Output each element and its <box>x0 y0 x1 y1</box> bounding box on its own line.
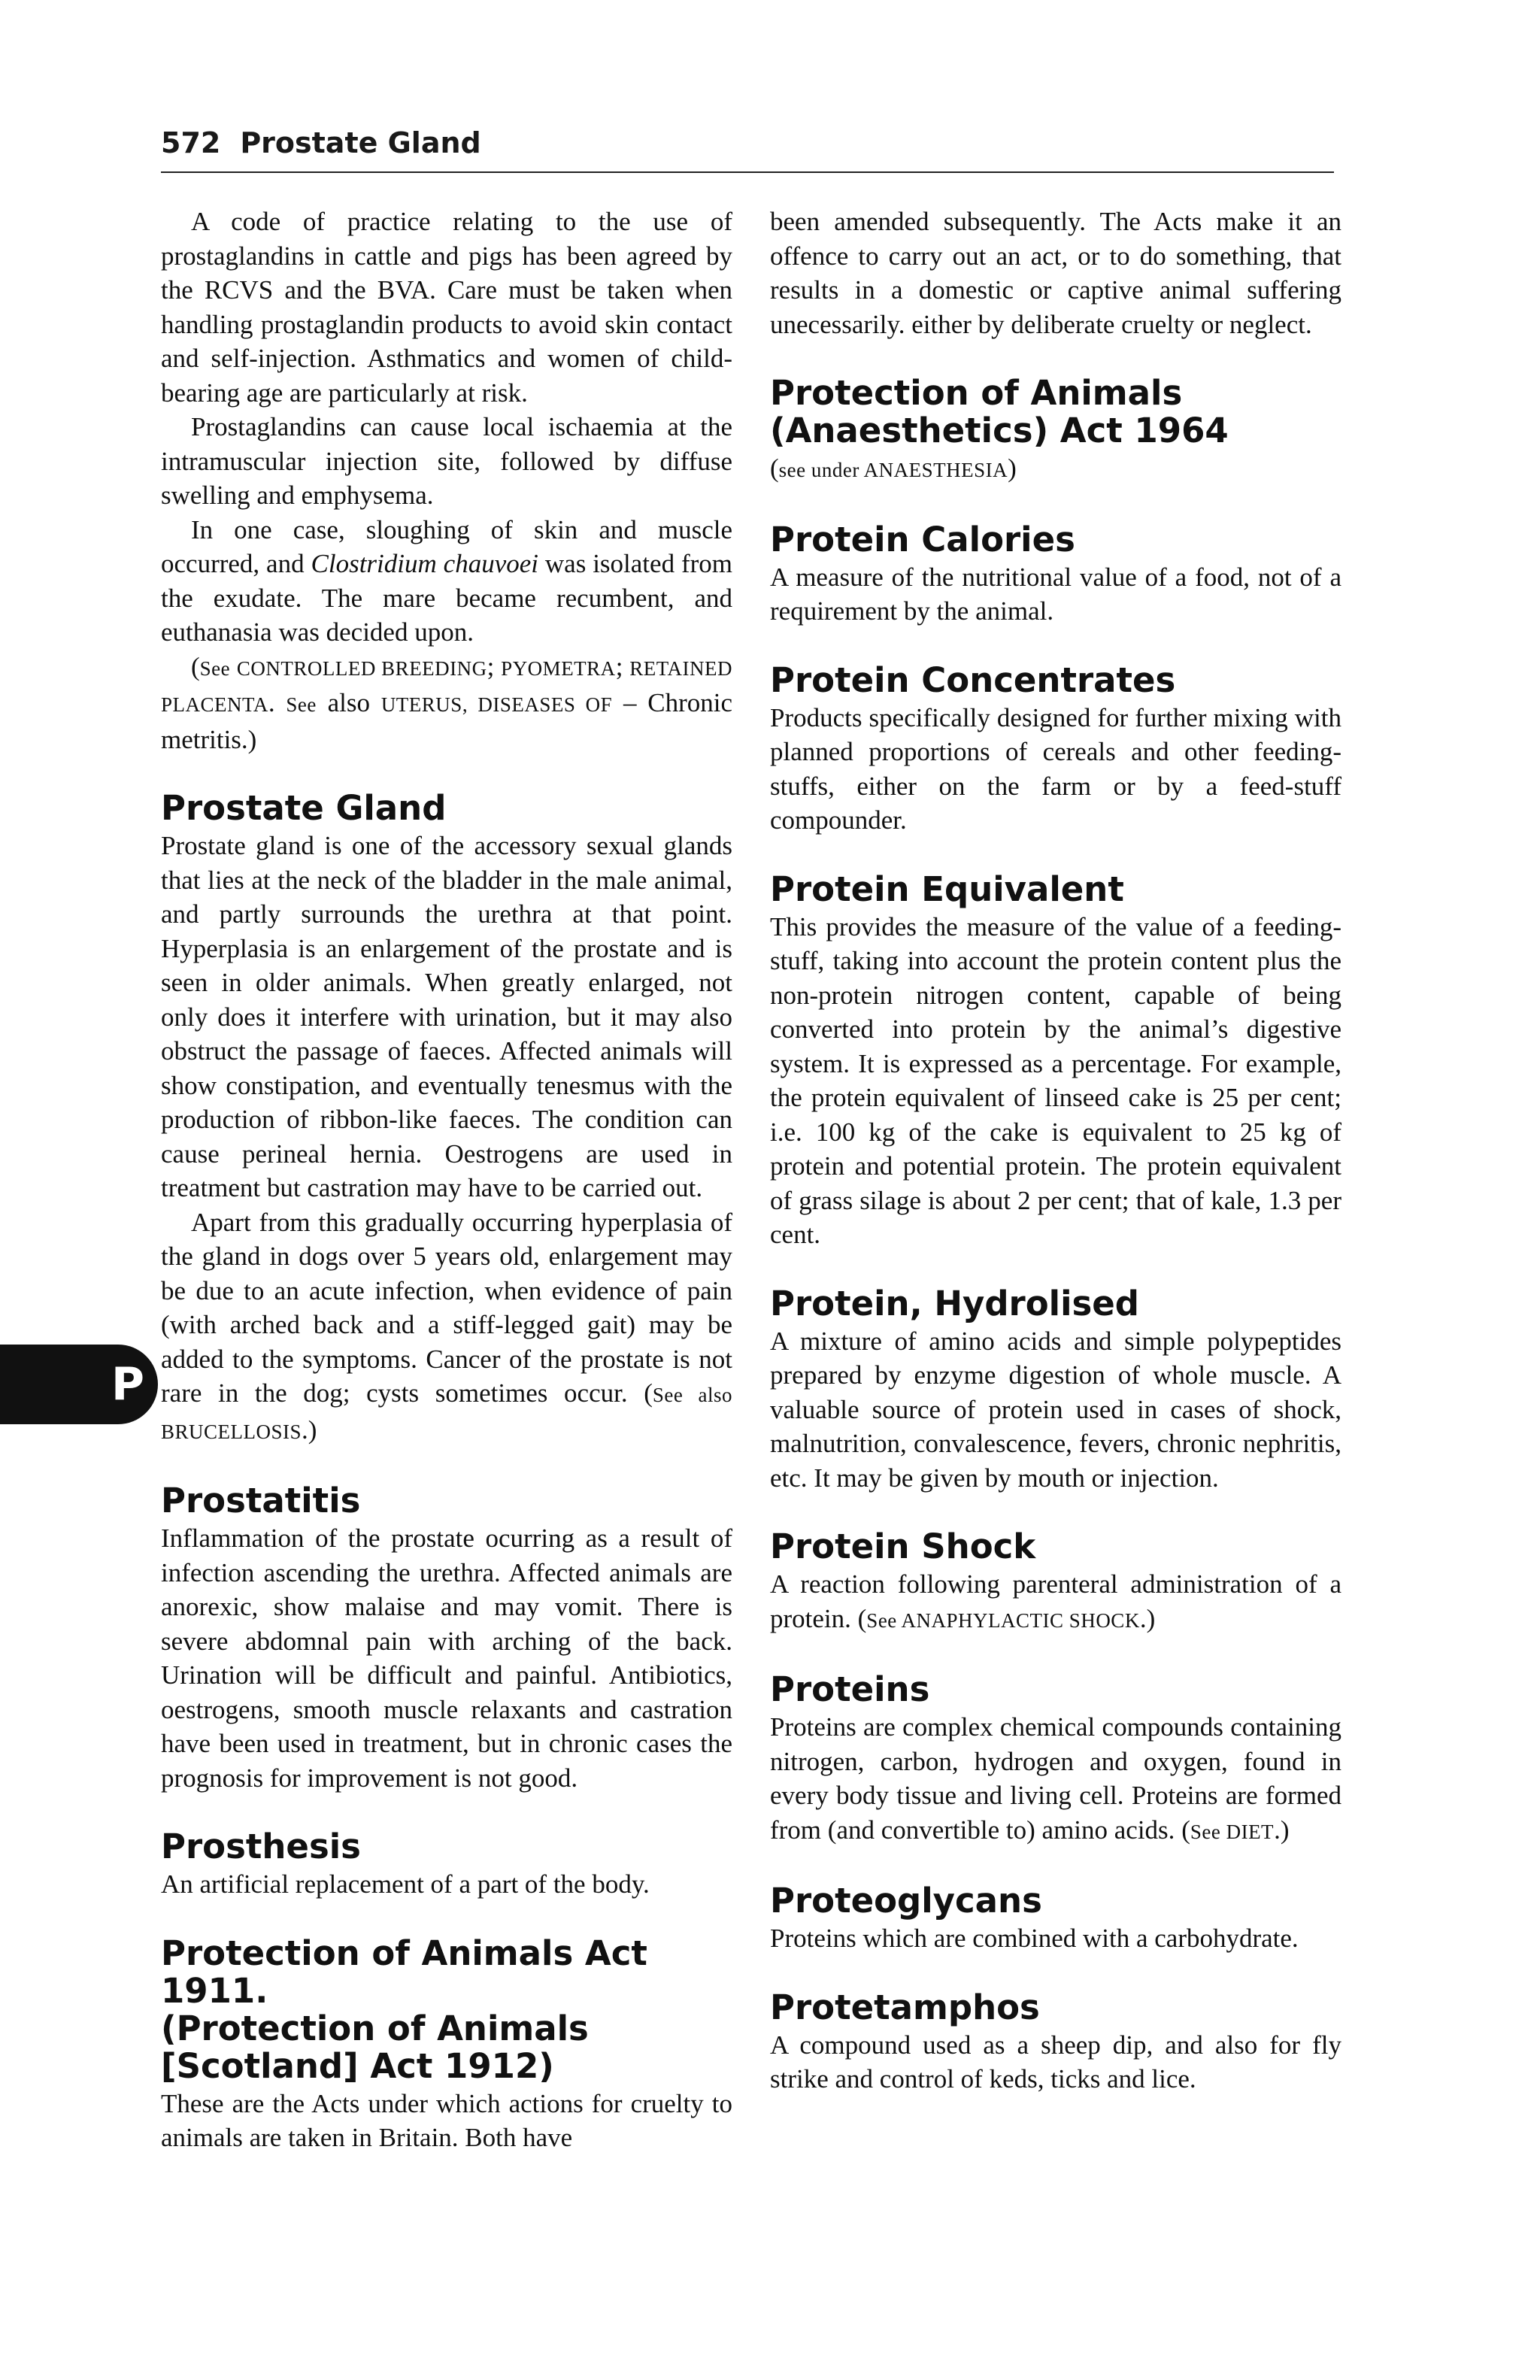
text-run: A reaction following parenteral administration of a protein. <box>770 1569 1341 1633</box>
paragraph: Prostate gland is one of the accessory sexual glands that lies at the neck of the bladder in the male animal, and partly surrounds the urethra at that point. Hyperplasia is an enlargement of the prostate and is seen in older animals. When greatly enlarged, not only does it interfere with urination, but it may also obstruct the passage of faeces. Affected animals will show constipation, and eventually tenesmus with the production of ribbon-like faeces. The condition can cause perineal hernia. Oestrogens are used in treatment but castration may have to be carried out. <box>161 831 732 1202</box>
entry-heading: Protein Equivalent <box>770 869 1124 909</box>
xref-sep: ; <box>615 651 630 681</box>
paragraph: A measure of the nutritional value of a food, not of a requirement by the animal. <box>770 562 1341 626</box>
paragraph <box>161 513 732 650</box>
xref-link[interactable]: ANAESTHESIA <box>863 459 1008 481</box>
entry-protetamphos <box>770 1989 1341 2097</box>
cross-reference <box>770 451 1341 488</box>
entry-prostaglandins-continued <box>161 205 732 756</box>
xref-paren: ( <box>770 453 779 483</box>
entry-anaesthetics-act-1964 <box>770 374 1341 488</box>
paragraph: Inflammation of the prostate ocurring as a result of infection ascending the urethra. Affected animals are anorexic, show malaise and may vomit. There is severe abdomnal pain with arching of the back. Urination will be difficult and painful. Antibiotics, oestrogens, smooth muscle relaxants and castration have been used in treatment, but in chronic cases the prognosis for improvement is not good. <box>161 1524 732 1793</box>
xref-link[interactable]: UTERUS, DISEASES OF <box>380 693 613 716</box>
entry-heading: Protein Concentrates <box>770 659 1176 700</box>
text-run: In one case, sloughing of skin and muscle occurred, and <box>161 514 732 578</box>
xref-link[interactable]: PYOMETRA <box>501 656 616 680</box>
xref-paren: .) <box>1139 1603 1156 1633</box>
thumb-index-letter: P <box>111 1358 144 1411</box>
paragraph <box>770 1710 1341 1849</box>
entry-protein-concentrates <box>770 659 1341 838</box>
italic-term: Clostridium chauvoei <box>311 549 538 578</box>
xref-link[interactable]: CONTROLLED BREEDING <box>236 656 487 680</box>
xref-see: See also <box>652 1384 732 1406</box>
xref-see: See <box>1190 1820 1226 1843</box>
entry-protein-calories <box>770 521 1341 629</box>
entry-heading: Protein Calories <box>770 519 1075 559</box>
running-title: Prostate Gland <box>240 126 481 159</box>
xref-see: See <box>866 1608 902 1632</box>
entry-heading: Proteoglycans <box>770 1881 1042 1921</box>
paragraph: been amended subsequently. The Acts make it an offence to carry out an act, or to do something, that results in a domestic or captive animal suffering unecessarily. either by deliberate cruelty or neglect. <box>770 207 1341 339</box>
thumb-index-tab <box>0 1345 158 1424</box>
right-column <box>770 205 1341 2130</box>
paragraph: Proteins which are combined with a carbohydrate. <box>770 1924 1299 1953</box>
entry-protein-equivalent <box>770 871 1341 1252</box>
xref-link[interactable]: ANAPHYLACTIC SHOCK <box>901 1608 1140 1632</box>
entry-heading: Prostate Gland <box>161 788 447 828</box>
paragraph: An artificial replacement of a part of the body. <box>161 1869 650 1899</box>
heading-line: (Protection of Animals <box>161 2008 589 2048</box>
xref-link[interactable]: RETAINED PLACENTA <box>161 656 732 716</box>
entry-prosthesis <box>161 1828 732 1902</box>
xref-see: see under <box>778 459 864 481</box>
text-run: Apart from this gradually occurring hyperplasia of the gland in dogs over 5 years old, enlargement may be due to an acute infection, when evidence of pain (with arched back and a stiff-legged gait) may be added to the symptoms. Cancer of the prostate is not rare in the dog; cysts sometimes occur. <box>161 1207 732 1408</box>
paragraph: Products specifically designed for further mixing with planned proportions of cereals and other feeding-stuffs, either on the farm or by a feed-stuff compounder. <box>770 702 1341 835</box>
paragraph: A compound used as a sheep dip, and also for fly strike and control of keds, ticks and lice. <box>770 2030 1341 2093</box>
entry-heading: Prosthesis <box>161 1827 361 1866</box>
xref-link[interactable]: BRUCELLOSIS <box>161 1420 302 1443</box>
text-run: was isolated from the exudate. The mare became recumbent, and euthanasia was decided upon. <box>161 549 732 647</box>
xref-paren: ( <box>857 1603 867 1633</box>
xref-paren: .) <box>1274 1815 1290 1845</box>
entry-prostatitis <box>161 1482 732 1795</box>
entry-proteins <box>770 1671 1341 1849</box>
paragraph: These are the Acts under which actions for cruelty to animals are taken in Britain. Both have <box>161 2088 732 2152</box>
xref-also: also <box>316 688 381 717</box>
paragraph <box>770 1567 1341 1638</box>
header-rule <box>161 171 1334 173</box>
xref-paren: ( <box>191 651 200 681</box>
entry-heading <box>770 374 1341 450</box>
xref-paren: ( <box>1181 1815 1190 1845</box>
paragraph <box>161 1205 732 1450</box>
heading-line: Protection of Animals Act 1911. <box>161 1933 647 2011</box>
left-column <box>161 205 732 2188</box>
xref-tail: – Chronic metritis.) <box>161 688 732 754</box>
heading-line: (Anaesthetics) Act 1964 <box>770 411 1229 450</box>
xref-link[interactable]: DIET <box>1226 1820 1275 1843</box>
entry-heading: Protein Shock <box>770 1527 1036 1566</box>
entry-proteoglycans <box>770 1882 1341 1956</box>
running-head <box>161 126 1334 159</box>
entry-prostate-gland <box>161 790 732 1449</box>
paragraph: Prostaglandins can cause local ischaemia at the intramuscular injection site, followed by diffuse swelling and emphysema. <box>161 412 732 510</box>
paragraph: This provides the measure of the value of a feeding-stuff, taking into account the protein content plus the non-protein nitrogen content, capable of being converted into protein by the animal’s digestive system. It is expressed as a percentage. For example, the protein equivalent of linseed cake is 25 per cent; i.e. 100 kg of the cake is equivalent to 25 kg of protein and potential protein. The protein equivalent of grass silage is about 2 per cent; that of kale, 1.3 per cent. <box>770 911 1341 1249</box>
page-number: 572 <box>161 126 221 159</box>
xref-sep: ; <box>487 651 502 681</box>
entry-protein-hydrolised <box>770 1285 1341 1496</box>
xref-sep: . <box>268 688 286 717</box>
heading-line: Protection of Animals <box>770 373 1183 413</box>
heading-line: [Scotland] Act 1912) <box>161 2045 554 2086</box>
entry-protection-of-animals-act-1911 <box>161 1935 732 2155</box>
xref-paren: ( <box>644 1378 653 1408</box>
paragraph: A mixture of amino acids and simple polypeptides prepared by enzyme digestion of whole muscle. A valuable source of protein used in cases of shock, malnutrition, convalescence, fevers, chronic nephritis, etc. It may be given by mouth or injection. <box>770 1326 1341 1493</box>
entry-protection-act-continued <box>770 205 1341 341</box>
entry-heading: Prostatitis <box>161 1481 361 1520</box>
entry-heading: Protetamphos <box>770 1987 1040 2027</box>
entry-heading: Protein, Hydrolised <box>770 1283 1140 1323</box>
xref-paren: ) <box>1008 453 1017 483</box>
entry-heading: Proteins <box>770 1669 930 1709</box>
xref-see: See <box>286 693 317 716</box>
paragraph: A code of practice relating to the use of prostaglandins in cattle and pigs has been agreed by the RCVS and the BVA. Care must be taken when handling prostaglandin products to avoid skin contact and self-injection. Asthmatics and women of child-bearing age are particularly at risk. <box>161 207 732 408</box>
entry-protein-shock <box>770 1528 1341 1638</box>
cross-reference <box>161 650 732 757</box>
text-run: Proteins are complex chemical compounds containing nitrogen, carbon, hydrogen and oxygen, found in every body tissue and living cell. Proteins are formed from (and convertible to) amino acids. <box>770 1712 1341 1845</box>
xref-paren: .) <box>302 1414 317 1445</box>
xref-see: See <box>199 656 231 680</box>
entry-heading <box>161 1935 732 2085</box>
